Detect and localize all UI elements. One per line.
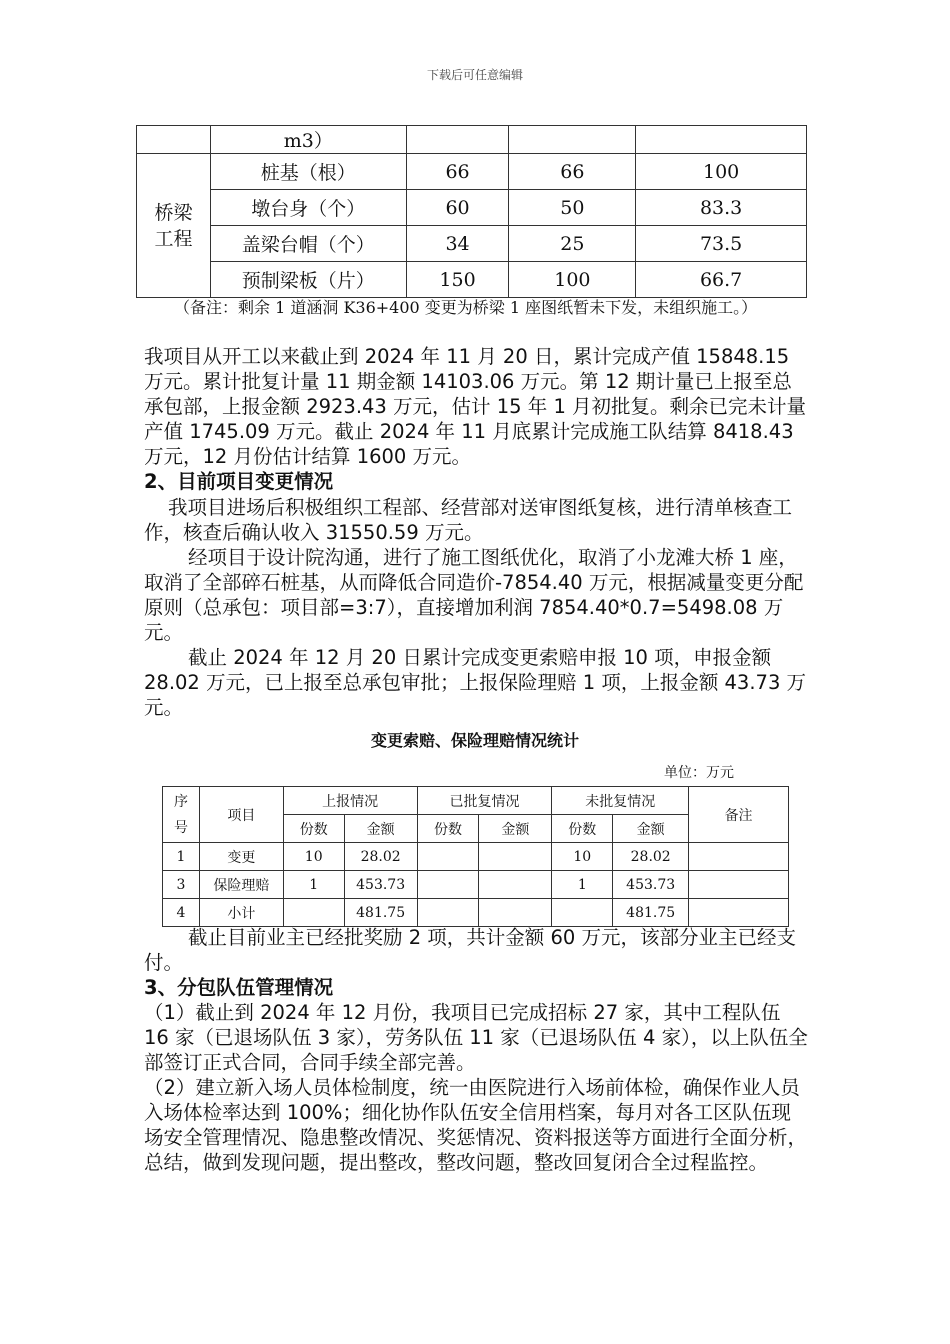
paragraph: 截止 2024 年 12 月 20 日累计完成变更索赔申报 10 项，申报金额 28.02 万元，已上报至总承包审批；上报保险理赔 1 项，上报金额 43.73 万元。 (144, 646, 807, 719)
table-cell: 墩台身（个） (210, 190, 406, 226)
table-header: 备注 (689, 787, 789, 843)
table-cell: 10 (283, 843, 344, 871)
table-header: 金额 (613, 815, 689, 843)
table-cell (417, 899, 479, 927)
table-header: 份数 (552, 815, 613, 843)
table-cell (283, 899, 344, 927)
table-cell: 453.73 (344, 871, 417, 899)
note-text: （备注：剩余 1 道涵洞 K36+400 变更为桥梁 1 座图纸暂未下发，未组织施工。） (174, 298, 758, 317)
table-cell: 34 (406, 226, 509, 262)
table-cell: m3） (210, 126, 406, 154)
table-cell: 150 (406, 262, 509, 298)
table-row (163, 787, 789, 815)
table-row (163, 843, 789, 871)
table-cell: 100 (509, 262, 636, 298)
table-header: 未批复情况 (552, 787, 689, 815)
paragraph: 我项目进场后积极组织工程部、经营部对送审图纸复核，进行清单核查工作，核查后确认收入 31550.59 万元。 (144, 496, 793, 544)
table-cell: 66 (509, 154, 636, 190)
claims-table (162, 786, 789, 927)
page-header: 下载后可任意编辑 (426, 68, 523, 82)
paragraph: 经项目于设计院沟通，进行了施工图纸优化，取消了小龙滩大桥 1 座，取消了全部碎石桩基，从而降低合同造价-7854.40 万元，根据减量变更分配原则（总承包：项目部=3:7），直接增加利润 7854.40*0.7=5498.08 万元。 (144, 546, 804, 644)
table-row (137, 190, 807, 226)
table-cell: 预制梁板（片） (210, 262, 406, 298)
table-cell: 盖梁台帽（个） (210, 226, 406, 262)
table-cell: 10 (552, 843, 613, 871)
table-cell: 453.73 (613, 871, 689, 899)
table-header: 上报情况 (283, 787, 417, 815)
table-cell (417, 871, 479, 899)
group-cell: 桥梁工程 (137, 154, 211, 298)
table-header: 项目 (199, 787, 283, 843)
section-heading: 2、目前项目变更情况 (144, 470, 334, 493)
table-cell: 28.02 (613, 843, 689, 871)
table-header: 份数 (417, 815, 479, 843)
table-cell: 100 (636, 154, 807, 190)
table-row (137, 262, 807, 298)
table-cell (689, 899, 789, 927)
table-header: 金额 (344, 815, 417, 843)
table-cell: 变更 (199, 843, 283, 871)
table-cell: 73.5 (636, 226, 807, 262)
paragraph: （1）截止到 2024 年 12 月份，我项目已完成招标 27 家，其中工程队伍 16 家（已退场队伍 3 家），劳务队伍 11 家（已退场队伍 4 家），以上队伍全部签订正式合同，合同手续全部完善。 (144, 1001, 808, 1074)
table-cell (479, 871, 552, 899)
table-row (137, 154, 807, 190)
table-cell (417, 843, 479, 871)
table-row (137, 226, 807, 262)
table-cell: 66.7 (636, 262, 807, 298)
table-cell: 桩基（根） (210, 154, 406, 190)
table-cell: 83.3 (636, 190, 807, 226)
table-cell (479, 843, 552, 871)
table-row (163, 899, 789, 927)
table-cell: 28.02 (344, 843, 417, 871)
table-cell: 66 (406, 154, 509, 190)
table-header: 已批复情况 (417, 787, 552, 815)
table-cell: 481.75 (613, 899, 689, 927)
table-cell: 50 (509, 190, 636, 226)
table-cell (479, 899, 552, 927)
paragraph: 我项目从开工以来截止到 2024 年 11 月 20 日，累计完成产值 15848.15 万元。累计批复计量 11 期金额 14103.06 万元。第 12 期计量已上报至总承包部，上报金额 2923.43 万元，估计 15 年 1 月初批复。剩余已完未计量产值 1745.09 万元。截止 2024 年 11 月底累计完成施工队结算 8418.43 万元，12 月份估计结算 1600 万元。 (144, 345, 807, 468)
paragraph: 截止目前业主已经批奖励 2 项，共计金额 60 万元，该部分业主已经支付。 (144, 926, 797, 974)
table-cell (552, 899, 613, 927)
table-cell: 保险理赔 (199, 871, 283, 899)
table-header: 金额 (479, 815, 552, 843)
table-cell: 60 (406, 190, 509, 226)
table-cell (689, 843, 789, 871)
table-row (137, 126, 807, 154)
table-cell: 25 (509, 226, 636, 262)
table-header: 序号 (163, 787, 200, 843)
table-cell (689, 871, 789, 899)
paragraph: （2）建立新入场人员体检制度，统一由医院进行入场前体检，确保作业人员入场体检率达到 100%；细化协作队伍安全信用档案，每月对各工区队伍现场安全管理情况、隐患整改情况、奖惩情况、资料报送等方面进行全面分析，总结，做到发现问题，提出整改，整改问题，整改回复闭合全过程监控。 (144, 1076, 808, 1174)
unit-label: 单位：万元 (664, 765, 734, 781)
table-cell: 3 (163, 871, 200, 899)
table-cell: 481.75 (344, 899, 417, 927)
table-cell: 1 (283, 871, 344, 899)
table-cell: 4 (163, 899, 200, 927)
table-row (163, 871, 789, 899)
section-heading: 3、分包队伍管理情况 (144, 976, 334, 999)
table-cell: 小计 (199, 899, 283, 927)
table-cell: 1 (552, 871, 613, 899)
table-caption: 变更索赔、保险理赔情况统计 (370, 731, 579, 750)
progress-table (136, 125, 807, 298)
table-header: 份数 (283, 815, 344, 843)
table-cell: 1 (163, 843, 200, 871)
